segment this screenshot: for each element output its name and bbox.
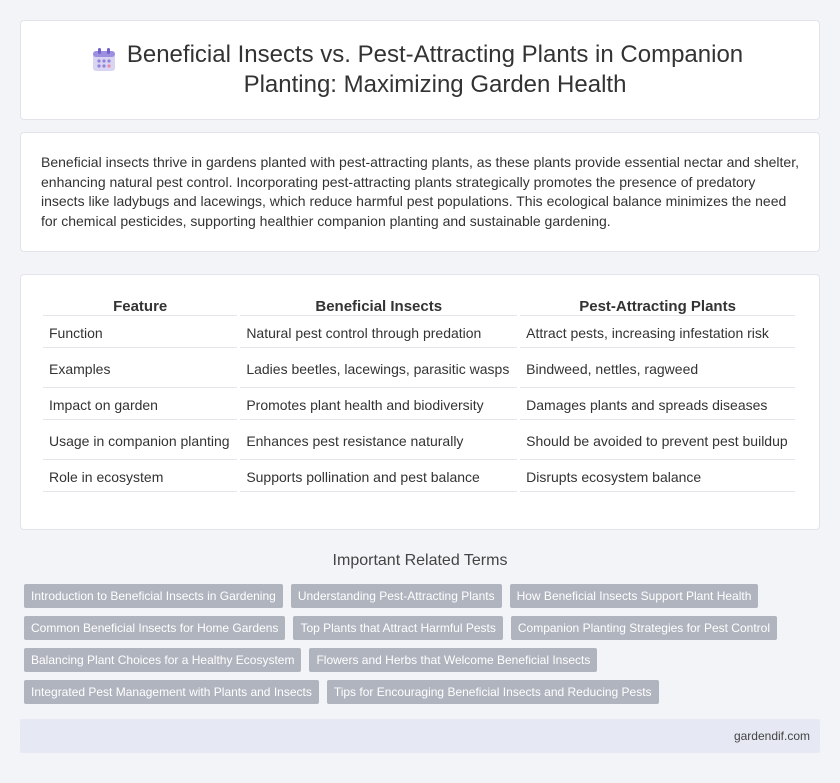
table-row [43, 463, 795, 492]
table-cell: Impact on garden [43, 391, 237, 420]
tag-row [20, 680, 820, 704]
related-terms-heading: Important Related Terms [332, 552, 508, 569]
table-row [43, 423, 795, 460]
footer [20, 719, 820, 753]
related-term-link[interactable]: Common Beneficial Insects for Home Gardens [24, 616, 285, 640]
related-term-link[interactable]: Integrated Pest Management with Plants and Insects [24, 680, 319, 704]
table-cell: Examples [43, 351, 237, 388]
title-card [20, 20, 820, 120]
tag-row [20, 616, 820, 640]
footer-site-name: gardendif.com [733, 729, 810, 743]
table-cell: Enhances pest resistance naturally [240, 423, 517, 460]
table-cell: Damages plants and spreads diseases [520, 391, 795, 420]
table-cell: Attract pests, increasing infestation risk [520, 319, 795, 348]
table-cell: Should be avoided to prevent pest buildup [520, 423, 795, 460]
related-term-link[interactable]: How Beneficial Insects Support Plant Health [510, 584, 759, 608]
table-cell: Function [43, 319, 237, 348]
table-cell: Disrupts ecosystem balance [520, 463, 795, 492]
comparison-table [40, 291, 798, 495]
table-row [43, 319, 795, 348]
related-term-link[interactable]: Tips for Encouraging Beneficial Insects and Reducing Pests [327, 680, 659, 704]
table-row [43, 351, 795, 388]
column-header-feature: Feature [43, 294, 237, 316]
table-cell: Ladies beetles, lacewings, parasitic wasps [240, 351, 517, 388]
related-term-link[interactable]: Balancing Plant Choices for a Healthy Ecosystem [24, 648, 301, 672]
table-cell: Promotes plant health and biodiversity [240, 391, 517, 420]
tag-row [20, 584, 820, 608]
column-header-pest-attracting-plants: Pest-Attracting Plants [520, 294, 795, 316]
comparison-table-card [20, 274, 820, 530]
table-cell: Supports pollination and pest balance [240, 463, 517, 492]
table-cell: Natural pest control through predation [240, 319, 517, 348]
column-header-beneficial-insects: Beneficial Insects [240, 294, 517, 316]
table-cell: Bindweed, nettles, ragweed [520, 351, 795, 388]
tag-row [20, 648, 820, 672]
table-cell: Role in ecosystem [43, 463, 237, 492]
related-term-link[interactable]: Introduction to Beneficial Insects in Gardening [24, 584, 283, 608]
related-term-link[interactable]: Companion Planting Strategies for Pest Control [511, 616, 777, 640]
related-term-link[interactable]: Understanding Pest-Attracting Plants [291, 584, 502, 608]
table-row [43, 391, 795, 420]
intro-card [20, 132, 820, 252]
related-term-link[interactable]: Top Plants that Attract Harmful Pests [293, 616, 502, 640]
related-terms-list [20, 584, 820, 712]
table-header-row [43, 294, 795, 316]
related-term-link[interactable]: Flowers and Herbs that Welcome Beneficial Insects [309, 648, 597, 672]
intro-paragraph: Beneficial insects thrive in gardens planted with pest-attracting plants, as these plants provide essential nectar and shelter, enhancing natural pest control. Incorporating pest-attracting plants strategically promotes the presence of predatory insects like ladybugs and lacewings, which reduce harmful pest populations. This ecological balance minimizes the need for chemical pesticides, supporting healthier companion planting and sustainable gardening. [41, 154, 799, 229]
table-cell: Usage in companion planting [43, 423, 237, 460]
page-title: Beneficial Insects vs. Pest-Attracting Plants in Companion Planting: Maximizing Garden Health [126, 41, 744, 98]
